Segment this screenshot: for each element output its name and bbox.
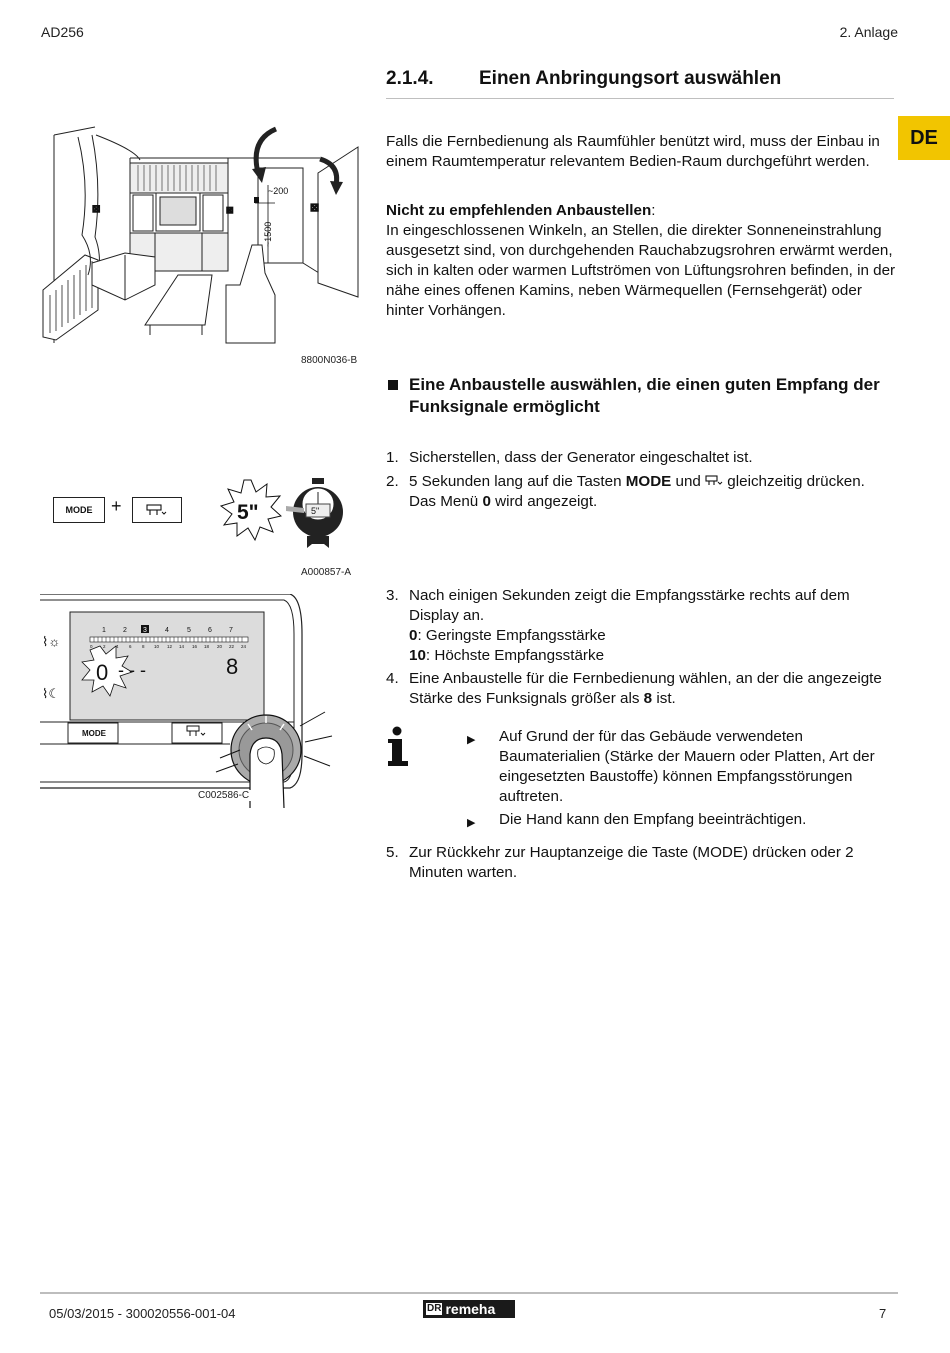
footer-divider [40,1292,898,1294]
display-mode-button[interactable]: MODE [82,729,106,738]
step-3 [386,586,896,666]
svg-text:2: 2 [103,644,106,649]
step-number: 5. [386,844,399,861]
svg-text:12: 12 [167,644,173,649]
mode-key-name: MODE [625,473,672,490]
section-title [386,68,781,90]
burst-5-seconds-icon [220,478,282,542]
svg-text:16: 16 [192,644,198,649]
svg-text:4: 4 [116,644,119,649]
language-badge: DE [898,116,950,160]
step-2 [386,472,896,512]
controller-display-illustration [40,594,360,808]
antenna-button-icon [145,503,169,517]
svg-text:14: 14 [179,644,185,649]
svg-text:10: 10 [154,644,160,649]
chapter-label: 2. Anlage [839,24,898,40]
intro-paragraph: Falls die Fernbedienung als Raumfühler benützt wird, muss der Einbau in einem Raumtemperatur relevantem Bedien-Raum durchgeführt werden. [386,133,880,170]
footer-date-reference: 05/03/2015 - 300020556-001-04 [49,1306,236,1321]
not-recommended-paragraph [386,201,898,321]
note-text: Die Hand kann den Empfang beeinträchtigen. [499,811,807,828]
signal-strength-digit: 8 [226,654,239,679]
step-number: 3. [386,587,399,604]
day-number: 5 [187,627,191,634]
plus-sign: + [111,496,122,516]
thermometer-moon-icon: ⌇☾ [42,686,61,701]
step-text: Zur Rückkehr zur Hauptanzeige die Taste (MODE) drücken oder 2 Minuten warten. [409,844,854,881]
day-number: 2 [123,627,127,634]
section-number: 2.1.4. [386,68,434,89]
stopwatch-icon [282,478,352,550]
step-5 [386,843,896,883]
svg-text:⊠: ⊠ [226,205,234,215]
note-item [467,810,897,830]
svg-text:22: 22 [229,644,235,649]
step-number: 1. [386,449,399,466]
buttons-figure-caption: A000857-A [301,567,352,578]
not-recommended-text: In eingeschlossenen Winkeln, an Stellen, die direkter Sonneneinstrahlung ausgesetzt sind, von durchgehenden Rauchabzugsrohren erwärmt werden, sich in kalten oder warmen Luftströmen von Lüftungsrohren befinden, in der nähe eines offenen Kamins, neben Wärmequellen (Fernsehgerät) oder hinter Vorhängen. [386,222,896,319]
arrow-bullet-icon: ▶ [467,734,476,746]
step-text: Eine Anbaustelle für die Fernbedienung wählen, an der die angezeigte Stärke des Funksignals größer als 8 ist. [409,670,882,707]
note-text: Auf Grund der für das Gebäude verwendeten Baumaterialien (Stärke der Mauern oder Platten, Art der eingesetzten Baustoffe) können Empfangsstörungen auftreten. [499,728,875,805]
info-icon [386,726,410,768]
note-item [467,727,897,807]
svg-text:⊠: ⊠ [92,204,101,215]
day-number: 6 [208,627,212,634]
stopwatch-label: 5" [311,506,320,516]
antenna-button[interactable] [132,497,182,523]
menu-digit: 0 [96,660,109,685]
antenna-button-icon [705,474,723,487]
room-dim-vertical: ~1500 [263,221,273,247]
burst-label: 5" [237,501,259,524]
svg-text:6: 6 [129,644,132,649]
room-installation-illustration [40,125,362,347]
room-dim-horizontal: ~200 [268,186,289,196]
day-number: 3 [143,627,147,634]
subheading-text: Eine Anbaustelle auswählen, die einen guten Empfang der Funksignale ermöglicht [409,375,880,416]
step-text: 5 Sekunden lang auf die Tasten MODE und gleichzeitig drücken. Das Menü 0 wird angezeigt. [409,473,865,510]
signal-dashes: - - - [118,660,146,680]
not-recommended-label: Nicht zu empfehlenden Anbaustellen [386,202,652,219]
svg-text:20: 20 [217,644,223,649]
day-number: 4 [165,627,169,634]
remeha-logo [423,1300,515,1318]
step-4 [386,669,896,709]
logo-mark: DR [427,1303,442,1314]
svg-text:0: 0 [90,644,93,649]
svg-text:8: 8 [142,644,145,649]
page-number: 7 [879,1306,887,1321]
square-bullet-icon [388,380,398,390]
subheading [386,374,896,418]
document-code: AD256 [41,24,84,40]
arrow-bullet-icon: ▶ [467,817,476,829]
room-figure-caption: 8800N036-B [301,355,358,366]
svg-text:18: 18 [204,644,210,649]
svg-text:⊠: ⊠ [310,202,320,214]
day-number: 7 [229,627,233,634]
section-divider [386,98,894,99]
mode-button[interactable]: MODE [53,497,105,523]
step-text: Sicherstellen, dass der Generator eingeschaltet ist. [409,449,753,466]
step-number: 2. [386,473,399,490]
display-figure-caption: C002586-C [198,790,250,801]
not-recommended-colon: : [651,202,656,219]
logo-text: remeha [445,1301,496,1317]
section-title-text: Einen Anbringungsort auswählen [479,68,782,89]
step-number: 4. [386,670,399,687]
svg-text:24: 24 [241,644,247,649]
thermometer-sun-icon: ⌇☼ [42,634,61,649]
step-1 [386,448,896,468]
step-text: Nach einigen Sekunden zeigt die Empfangsstärke rechts auf dem Display an. 0: Geringste Empfangsstärke 10: Höchste Empfangsstärke [409,587,850,664]
day-number: 1 [102,627,106,634]
